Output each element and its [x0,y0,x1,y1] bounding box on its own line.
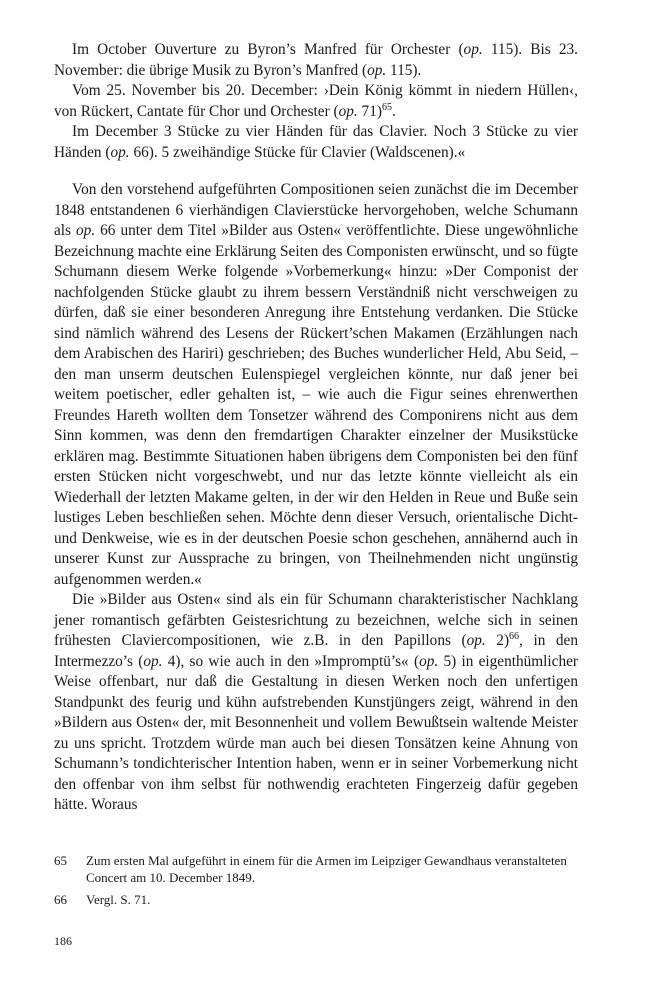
footnote-number: 66 [54,892,67,907]
italic-abbrev: op. [419,652,439,670]
main-text [54,40,578,816]
italic-abbrev: op. [143,652,163,670]
paragraph: Im October Ouverture zu Byron’s Manfred für Orchester (op. 115). Bis 23. November: die übrige Musik zu Byron’s Manfred (op. 115). [54,41,578,79]
paragraph: Im December 3 Stücke zu vier Händen für das Clavier. Noch 3 Stücke zu vier Händen (op. 66). 5 zweihändige Stücke für Clavier (Waldscenen).« [54,123,578,161]
footnote [54,891,578,908]
paragraph: Die »Bilder aus Osten« sind als ein für Schumann charakteristischer Nachklang jener romantisch gefärbten Geistesrichtung zu bezeichnen, welche sich in seinen frühesten Claviercompositionen, wie z.B. in den Papillons (op. 2)$^{66}$, in den Intermezzo’s (op. 4), so wie auch in den »Impromptü’s« (op. 5) in eigenthümlicher Weise offenbart, nur daß die Gestaltung in diesen Werken noch den unfertigen Standpunkt des feurig und kühn aufstrebenden Kunstjüngers zeigt, während in den »Bildern aus Osten« der, mit Besonnenheit und vollem Bewußtsein waltende Meister zu uns spricht. Trotzdem würde man auch bei diesen Tonsätzen keine Ahnung von Schumann’s tondichterischer Intention haben, wenn er in seiner Vorbemerkung nicht den offenbar von ihm selbst für nothwendig erachteten Fingerzeig dafür gegeben hätte. Woraus [54,591,578,813]
footnote-text: Vergl. S. 71. [86,892,151,907]
italic-abbrev: op. [110,143,130,161]
italic-abbrev: op. [76,222,96,239]
footnote-ref[interactable]: 65 [381,101,392,113]
footnote-number: 65 [54,853,67,868]
footnote-text: Zum ersten Mal aufgeführt in einem für die Armen im Leipziger Gewandhaus veranstalteten Concert am 10. December 1849. [86,853,567,885]
page-number: 186 [54,934,72,948]
paragraph-gap [54,163,578,180]
paragraph: Vom 25. November bis 20. December: ›Dein König kömmt in niedern Hüllen‹, von Rückert, Cantate für Chor und Orchester (op. 71)$^{65}$. [54,82,578,120]
footnote-ref[interactable]: 66 [509,630,520,642]
paragraph: Von den vorstehend aufgeführten Compositionen seien zunächst die im December 1848 entstandenen 6 vierhändigen Clavierstücke hervorgehoben, welche Schumann als op. 66 unter dem Titel »Bilder aus Osten« veröffentlichte. Diese ungewöhnliche Bezeichnung machte eine Erklärung Seiten des Componisten erwünscht, und so fügte Schumann diesem Werke folgende »Vorbemerkung« hinzu: »Der Componist der nachfolgenden Stücke glaubt zu ihrem bessern Verständniß nicht verschweigen zu dürfen, daß sie einer besonderen Anregung ihre Entstehung verdanken. Die Stücke sind nämlich während des Lesens der Rückert’schen Makamen (Erzählungen nach dem Arabischen des Hariri) geschrieben; des Buches wunderlicher Held, Abu Seid, – den man unserm deutschen Eulenspiegel vergleichen könnte, nur daß jener bei weitem poetischer, edler gehalten ist, – wie auch die Figur seines ehrenwerthen Freundes Hareth wollten dem Tonsetzer während des Componirens nicht aus dem Sinn kommen, was denn den fremdartigen Charakter einzelner der Musikstücke erklären mag. Bestimmte Situationen haben übrigens dem Componisten bei den fünf ersten Stücken nicht vorgeschwebt, und nur das letzte könnte vielleicht als ein Wiederhall der letzten Makame gelten, in der wir den Helden in Reue und Buße sein lustiges Leben beschließen sehen. Möchte denn dieser Versuch, orientalische Dicht- und Denkweise, wie es in der deutschen Poesie schon geschehen, annähernd auch in unserer Kunst zur Aussprache zu bringen, von Theilnehmenden nicht ungünstig aufgenommen werden.« [54,181,578,588]
italic-abbrev: op. [367,61,387,79]
footnotes [54,852,578,913]
italic-abbrev: op. [463,41,483,58]
italic-abbrev: op. [466,632,486,649]
italic-abbrev: op. [338,102,358,120]
footnote [54,852,578,886]
